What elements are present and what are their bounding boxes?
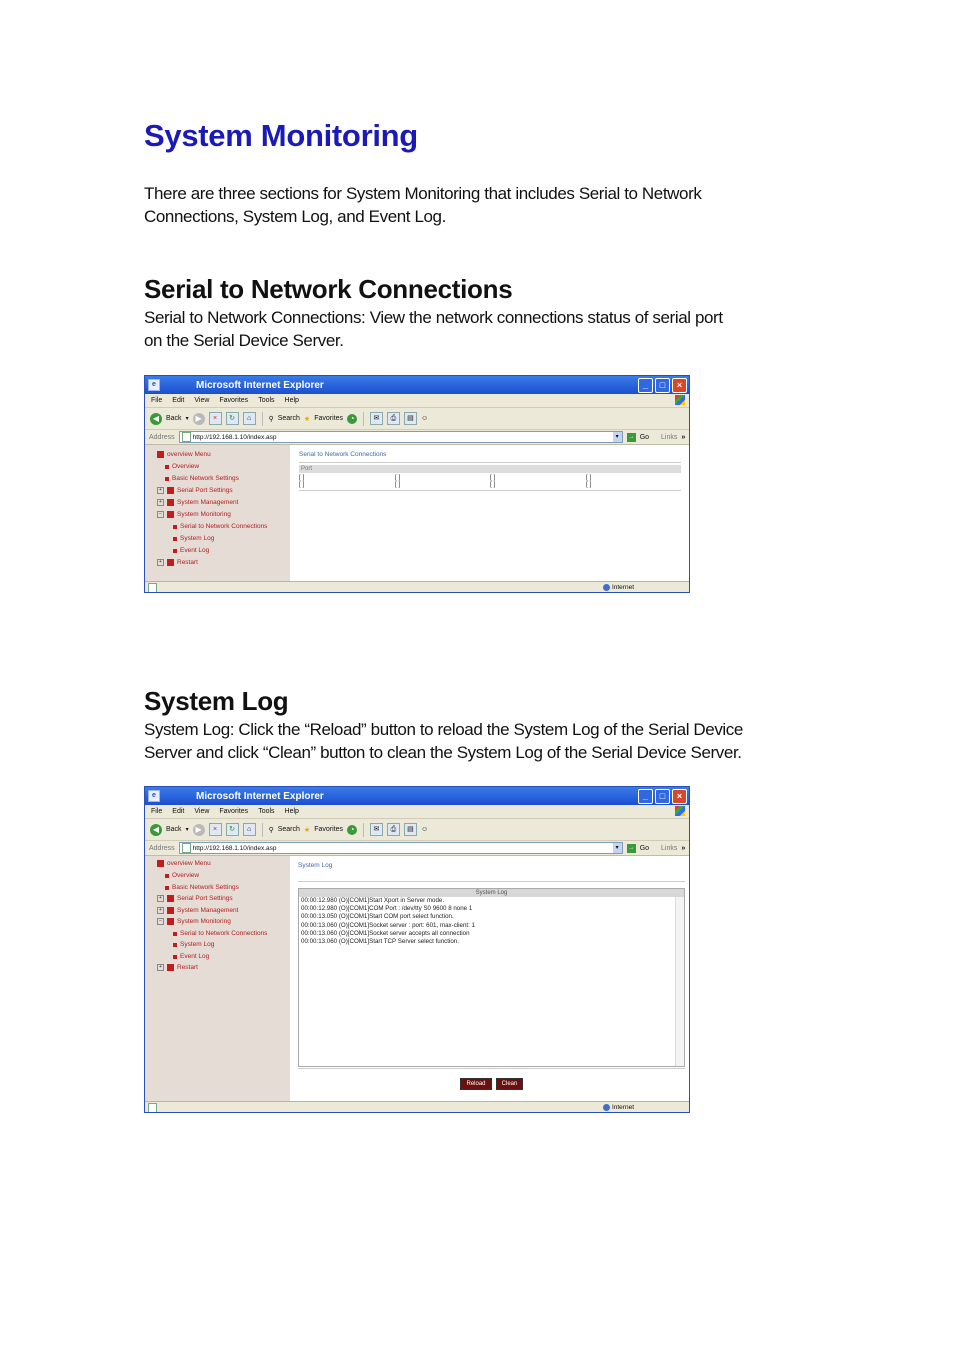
go-arrow-icon[interactable]: → (628, 433, 635, 440)
toolbar (145, 408, 689, 430)
back-icon[interactable]: ◀ (150, 824, 162, 836)
page-bullet-icon (173, 525, 177, 529)
menu-file[interactable]: File (151, 808, 163, 815)
address-dropdown-icon[interactable]: ▾ (613, 432, 622, 442)
window-titlebar: e Microsoft Internet Explorer _ □ × (145, 787, 689, 805)
book-icon (167, 499, 174, 506)
page-bullet-icon (165, 477, 169, 481)
tree-item-overview[interactable]: Overview (165, 872, 199, 879)
ie-icon: e (148, 790, 160, 802)
edit-icon[interactable]: ▤ (404, 823, 417, 836)
book-icon (157, 451, 164, 458)
tree-item-event-log[interactable]: Event Log (173, 953, 209, 960)
refresh-icon[interactable]: ↻ (226, 412, 239, 425)
page-icon (148, 583, 157, 593)
log-line: 00:00:13.050 (O)[COM1]Start COM port select function. (301, 913, 454, 921)
reload-button[interactable]: Reload (460, 1078, 492, 1090)
expand-plus-icon[interactable]: + (157, 895, 164, 902)
ie-icon: e (148, 379, 160, 391)
menu-view[interactable]: View (194, 808, 210, 815)
history-icon[interactable]: ◔ (347, 414, 357, 424)
book-icon (157, 860, 164, 867)
page-icon (148, 1103, 157, 1113)
links-button[interactable]: Links (661, 844, 678, 852)
tree-item-system-log[interactable]: System Log (173, 941, 214, 948)
edit-icon[interactable]: ▤ (404, 412, 417, 425)
tree-item-system-management[interactable]: + System Management (157, 907, 238, 914)
favorites-star-icon[interactable]: ★ (303, 415, 311, 423)
tree-item-restart[interactable]: + Restart (157, 964, 198, 971)
page-icon (182, 432, 191, 442)
content-pane (290, 856, 689, 1101)
book-icon (167, 918, 174, 925)
tree-item-basic-network[interactable]: Basic Network Settings (165, 475, 239, 482)
go-button-label[interactable]: Go (639, 844, 650, 852)
menu-edit[interactable]: Edit (172, 397, 185, 404)
intro-paragraph: There are three sections for System Monitoring that includes Serial to Network Connections, System Log, and Event Log. (144, 184, 702, 226)
content-pane (290, 445, 689, 581)
tree-item-restart[interactable]: + Restart (157, 559, 198, 566)
favorites-star-icon[interactable]: ★ (303, 826, 311, 834)
tree-item-serial-network-connections[interactable]: Serial to Network Connections (173, 523, 267, 530)
menu-tools[interactable]: Tools (258, 808, 275, 815)
tree-item-system-monitoring[interactable]: − System Monitoring (157, 511, 231, 518)
port-cell: [ ] [ ] (395, 474, 401, 488)
expand-plus-icon[interactable]: + (157, 559, 164, 566)
close-button[interactable]: × (672, 378, 687, 393)
status-bar: Internet (145, 1101, 689, 1113)
expand-plus-icon[interactable]: + (157, 487, 164, 494)
minimize-button[interactable]: _ (638, 789, 653, 804)
refresh-icon[interactable]: ↻ (226, 823, 239, 836)
search-icon[interactable]: ⚲ (268, 826, 274, 834)
book-icon (167, 907, 174, 914)
stop-icon[interactable]: × (209, 823, 222, 836)
toolbar (145, 819, 689, 841)
links-button[interactable]: Links (661, 433, 678, 441)
tree-item-event-log[interactable]: Event Log (173, 547, 209, 554)
internet-zone-icon (603, 1104, 610, 1111)
print-icon[interactable]: ⎙ (387, 412, 400, 425)
book-icon (167, 895, 174, 902)
menu-edit[interactable]: Edit (172, 808, 185, 815)
mail-icon[interactable]: ✉ (370, 412, 383, 425)
tree-item-basic-network[interactable]: Basic Network Settings (165, 884, 239, 891)
port-cell: [ ] [ ] (299, 474, 305, 488)
log-line: 00:00:13.060 (O)[COM1]Socket server accepts all connection (301, 929, 470, 937)
system-log-textarea[interactable]: System Log 00:00:12.980 (O)[COM1]Start Xport in Server mode. 00:00:12.980 (O)[COM1]COM Port : /dev/tty S0 9600 8 none 1 00:00:13.050 (O)[COM1]Start COM port select function. 00:00:13.060 (O)[COM1]Socket server : port: 601, max-client: 1 00:00:13.060 (O)[COM1]Socket server accepts all connection 00:00:13.060 (O)[COM1]Start TCP Server select function. (298, 888, 685, 1067)
close-button[interactable]: × (672, 789, 687, 804)
expand-plus-icon[interactable]: + (157, 964, 164, 971)
browser-content (145, 856, 689, 1101)
tree-item-system-management[interactable]: + System Management (157, 499, 238, 506)
minimize-button[interactable]: _ (638, 378, 653, 393)
favorites-button-label[interactable]: Favorites (314, 826, 343, 833)
chevron-right-icon[interactable]: » (681, 433, 686, 441)
log-scrollbar[interactable] (675, 897, 684, 1066)
page-title: System Monitoring (144, 118, 418, 153)
address-input[interactable]: http://192.168.1.10/index.asp ▾ (179, 431, 623, 443)
content-heading: Serial to Network Connections (299, 451, 387, 458)
menu-favorites[interactable]: Favorites (219, 397, 249, 404)
log-line: 00:00:12.980 (O)[COM1]Start Xport in Server mode. (301, 897, 445, 904)
history-icon[interactable]: ◔ (347, 825, 357, 835)
log-line: 00:00:12.980 (O)[COM1]COM Port : /dev/tty S0 9600 8 none 1 (301, 905, 473, 913)
expand-plus-icon[interactable]: + (157, 499, 164, 506)
address-input[interactable]: http://192.168.1.10/index.asp ▾ (179, 842, 623, 854)
log-line: 00:00:13.060 (O)[COM1]Socket server : port: 601, max-client: 1 (301, 921, 476, 929)
page-icon (182, 843, 191, 853)
back-button-label[interactable]: Back (166, 415, 182, 422)
forward-icon[interactable]: ▶ (193, 413, 205, 425)
menu-tools[interactable]: Tools (258, 397, 275, 404)
menu-help[interactable]: Help (284, 397, 299, 404)
book-icon (167, 559, 174, 566)
menu-bar (145, 394, 689, 408)
menu-view[interactable]: View (194, 397, 210, 404)
page-bullet-icon (165, 886, 169, 890)
messenger-icon[interactable]: ☺ (420, 826, 429, 833)
page-bullet-icon (173, 549, 177, 553)
chevron-right-icon[interactable]: » (681, 844, 686, 852)
section-desc-system-log: System Log: Click the “Reload” button to reload the System Log of the Serial Device Server and click “Clean” button to clean the System Log of the Serial Device Server. (144, 720, 743, 762)
address-dropdown-icon[interactable]: ▾ (613, 843, 622, 853)
collapse-minus-icon[interactable]: − (157, 918, 164, 925)
address-bar: Address http://192.168.1.10/index.asp ▾ → Go Links » (145, 430, 689, 445)
messenger-icon[interactable]: ☺ (420, 415, 429, 422)
windows-logo-icon (675, 806, 685, 816)
content-heading: System Log (298, 862, 333, 869)
tree-item-serial-network-connections[interactable]: Serial to Network Connections (173, 930, 267, 937)
tree-item-system-monitoring[interactable]: − System Monitoring (157, 918, 231, 925)
collapse-minus-icon[interactable]: − (157, 511, 164, 518)
back-button-label[interactable]: Back (166, 826, 182, 833)
page-bullet-icon (165, 465, 169, 469)
tree-item-serial-port[interactable]: + Serial Port Settings (157, 487, 233, 494)
port-cell: [ ] [ ] (490, 474, 496, 488)
browser-window-system-log (144, 786, 690, 1113)
go-arrow-icon[interactable]: → (628, 844, 635, 851)
chevron-down-icon[interactable]: ▾ (185, 827, 189, 833)
page-bullet-icon (173, 955, 177, 959)
menu-file[interactable]: File (151, 397, 163, 404)
expand-plus-icon[interactable]: + (157, 907, 164, 914)
maximize-button[interactable]: □ (655, 789, 670, 804)
book-icon (167, 487, 174, 494)
section-desc-serial-network: Serial to Network Connections: View the network connections status of serial port on the Serial Device Server. (144, 308, 723, 350)
tree-item-overview[interactable]: Overview (165, 463, 199, 470)
page-bullet-icon (173, 943, 177, 947)
forward-icon[interactable]: ▶ (193, 824, 205, 836)
home-icon[interactable]: ⌂ (243, 412, 256, 425)
menu-help[interactable]: Help (284, 808, 299, 815)
section-heading-serial-network: Serial to Network Connections (144, 274, 513, 304)
maximize-button[interactable]: □ (655, 378, 670, 393)
browser-window-serial-network (144, 375, 690, 593)
window-titlebar: e Microsoft Internet Explorer _ □ × (145, 376, 689, 394)
book-icon (167, 511, 174, 518)
book-icon (167, 964, 174, 971)
favorites-button-label[interactable]: Favorites (314, 415, 343, 422)
tree-root[interactable]: overview Menu (157, 451, 211, 458)
port-cell: [ ] [ ] (586, 474, 592, 488)
print-icon[interactable]: ⎙ (387, 823, 400, 836)
menu-bar (145, 805, 689, 819)
page-bullet-icon (165, 874, 169, 878)
mail-icon[interactable]: ✉ (370, 823, 383, 836)
status-bar: Internet (145, 581, 689, 593)
page-bullet-icon (173, 932, 177, 936)
search-icon[interactable]: ⚲ (268, 415, 274, 423)
log-line: 00:00:13.060 (O)[COM1]Start TCP Server select function. (301, 938, 459, 946)
nav-tree (145, 856, 290, 1101)
internet-zone-icon (603, 584, 610, 591)
tree-item-system-log[interactable]: System Log (173, 535, 214, 542)
address-bar: Address http://192.168.1.10/index.asp ▾ → Go Links » (145, 841, 689, 856)
stop-icon[interactable]: × (209, 412, 222, 425)
home-icon[interactable]: ⌂ (243, 823, 256, 836)
tree-root[interactable]: overview Menu (157, 860, 211, 867)
page-bullet-icon (173, 537, 177, 541)
search-button-label[interactable]: Search (277, 826, 300, 833)
tree-item-serial-port[interactable]: + Serial Port Settings (157, 895, 233, 902)
menu-favorites[interactable]: Favorites (219, 808, 249, 815)
search-button-label[interactable]: Search (277, 415, 300, 422)
port-column-header: Port (299, 465, 681, 473)
section-heading-system-log: System Log (144, 686, 289, 716)
chevron-down-icon[interactable]: ▾ (185, 416, 189, 422)
browser-content (145, 445, 689, 581)
nav-tree (145, 445, 290, 581)
back-icon[interactable]: ◀ (150, 413, 162, 425)
clean-button[interactable]: Clean (496, 1078, 523, 1090)
go-button-label[interactable]: Go (639, 433, 650, 441)
windows-logo-icon (675, 395, 685, 405)
